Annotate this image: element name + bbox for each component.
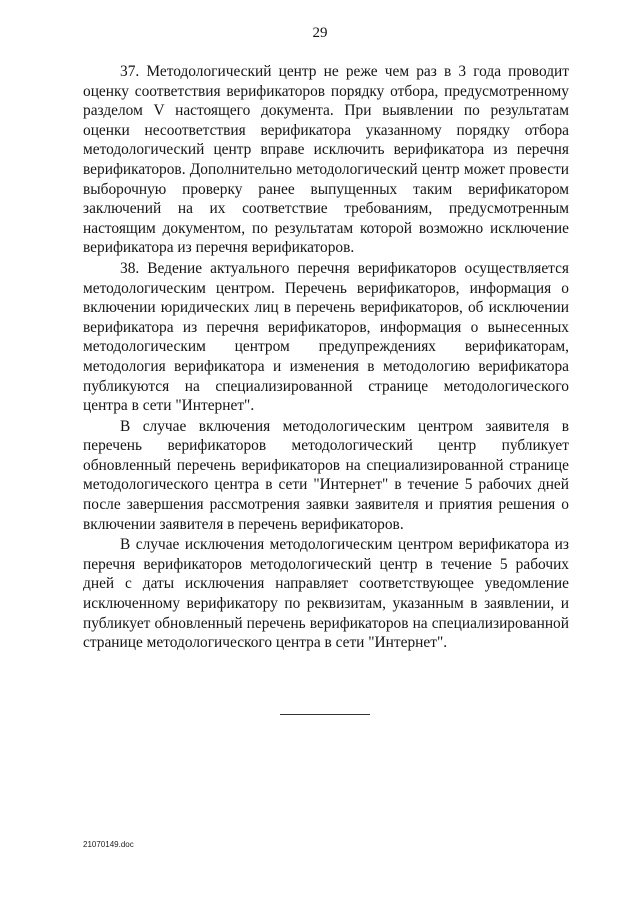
end-divider bbox=[280, 714, 370, 715]
document-body bbox=[83, 62, 569, 654]
paragraph-37: 37. Методологический центр не реже чем раз в 3 года проводит оценку соответствия верификаторов порядку отбора, предусмотренному разделом V настоящего документа. При выявлении по результатам оценки несоответствия верификатора указанному порядку отбора методологический центр вправе исключить верификатора из перечня верификаторов. Дополнительно методологический центр может провести выборочную проверку ранее выпущенных таким верификатором заключений на их соответствие требованиям, предусмотренным настоящим документом, по результатам которой возможно исключение верификатора из перечня верификаторов. bbox=[83, 63, 569, 257]
paragraph-exclusion: В случае исключения методологическим центром верификатора из перечня верификаторов методологический центр в течение 5 рабочих дней с даты исключения направляет соответствующее уведомление исключенному верификатору по реквизитам, указанным в заявлении, и публикует обновленный перечень верификаторов на специализированной странице методологического центра в сети "Интернет". bbox=[83, 536, 569, 652]
document-code: 21070149.doc bbox=[83, 840, 134, 849]
paragraph-38: 38. Ведение актуального перечня верификаторов осуществляется методологическим центром. Перечень верификаторов, информация о включении юридических лиц в перечень верификаторов, об исключении верификатора из перечня верификаторов, информация о вынесенных методологическим центром предупреждениях верификаторам, методология верификатора и изменения в методологию верификатора публикуются на специализированной странице методологического центра в сети "Интернет". bbox=[83, 259, 569, 415]
paragraph-inclusion: В случае включения методологическим центром заявителя в перечень верификаторов методологический центр публикует обновленный перечень верификаторов на специализированной странице методологического центра в сети "Интернет" в течение 5 рабочих дней после завершения рассмотрения заявки заявителя и приятия решения о включении заявителя в перечень верификаторов. bbox=[83, 417, 569, 533]
page-number: 29 bbox=[312, 25, 328, 41]
